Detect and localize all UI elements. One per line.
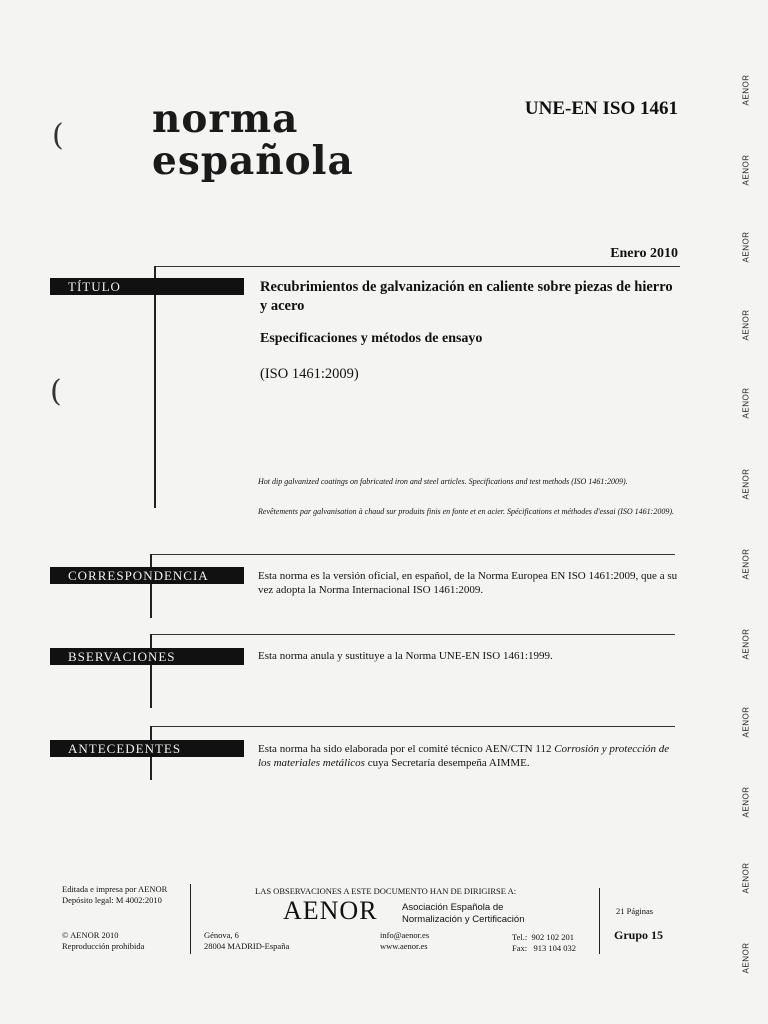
footer-divider	[599, 888, 600, 954]
scan-mark: (	[52, 118, 64, 153]
side-watermark: AENOR	[741, 468, 751, 500]
footer-divider	[190, 884, 191, 954]
section-divider	[155, 266, 680, 267]
side-watermark: AENOR	[741, 786, 751, 818]
section-label-antecedentes: ANTECEDENTES	[50, 740, 244, 757]
legal-deposit: Depósito legal: M 4002:2010	[62, 895, 162, 905]
observaciones-text: Esta norma anula y sustituye a la Norma UNE-EN ISO 1461:1999.	[258, 650, 553, 662]
english-title: Hot dip galvanized coatings on fabricated iron and steel articles. Specifications and test methods (ISO 1461:2009).	[258, 477, 628, 486]
section-label-correspondencia: CORRESPONDENCIA	[50, 567, 244, 584]
page-count: 21 Páginas	[616, 906, 654, 916]
section-label-titulo: TÍTULO	[50, 278, 244, 295]
address-line-2: 28004 MADRID-España	[204, 941, 290, 951]
standard-code: UNE-EN ISO 1461	[524, 98, 678, 119]
side-watermark: AENOR	[741, 387, 751, 419]
side-watermark: AENOR	[741, 231, 751, 263]
address-line-1: Génova, 6	[204, 930, 239, 940]
fax: Fax: 913 104 032	[512, 943, 576, 953]
antecedentes-text: Esta norma ha sido elaborada por el comité técnico AEN/CTN 112 Corrosión y protección de los materiales metálicos cuya Secretaría desempeña AIMME.	[258, 743, 670, 769]
section-divider	[150, 726, 675, 727]
reproduction-note: Reproducción prohibida	[62, 941, 145, 951]
logo-espanola: española	[152, 138, 354, 184]
phone: Tel.: 902 102 201	[512, 932, 574, 942]
copyright: © AENOR 2010	[62, 930, 119, 940]
side-watermark: AENOR	[741, 74, 751, 106]
org-name: Asociación Española de Normalización y Certificación	[402, 902, 525, 925]
main-title: Recubrimientos de galvanización en caliente sobre piezas de hierro y acero	[260, 279, 673, 314]
logo-norma: norma	[152, 96, 299, 142]
section-vertical-rule	[150, 554, 152, 618]
section-vertical-rule	[150, 634, 152, 708]
subtitle: Especificaciones y métodos de ensayo	[260, 331, 483, 346]
side-watermark: AENOR	[741, 309, 751, 341]
publication-date: Enero 2010	[610, 246, 678, 261]
edited-line-1: Editada e impresa por AENOR	[62, 884, 168, 894]
web-link[interactable]: www.aenor.es	[380, 941, 428, 951]
observations-note: LAS OBSERVACIONES A ESTE DOCUMENTO HAN DE DIRIGIRSE A:	[255, 886, 517, 896]
iso-reference: (ISO 1461:2009)	[260, 366, 359, 382]
side-watermark: AENOR	[741, 628, 751, 660]
side-watermark: AENOR	[741, 548, 751, 580]
section-divider	[150, 554, 675, 555]
side-watermark: AENOR	[741, 154, 751, 186]
section-label-observaciones: BSERVACIONES	[50, 648, 244, 665]
correspondencia-text: Esta norma es la versión oficial, en español, de la Norma Europea EN ISO 1461:2009, que a su vez adopta la Norma Internacional ISO 1461:2009.	[258, 570, 678, 596]
scan-mark: (	[50, 374, 62, 409]
side-watermark: AENOR	[741, 942, 751, 974]
section-divider	[150, 634, 675, 635]
side-watermark: AENOR	[741, 706, 751, 738]
email-link[interactable]: info@aenor.es	[380, 930, 430, 940]
group-number: Grupo 15	[614, 928, 664, 942]
side-watermark: AENOR	[741, 862, 751, 894]
aenor-logo: AENOR	[283, 896, 378, 925]
section-vertical-rule	[154, 266, 156, 508]
french-title: Revêtements par galvanisation à chaud sur produits finis en fonte et en acier. Spécifications et méthodes d'essai (ISO 1461:2009).	[258, 507, 675, 516]
